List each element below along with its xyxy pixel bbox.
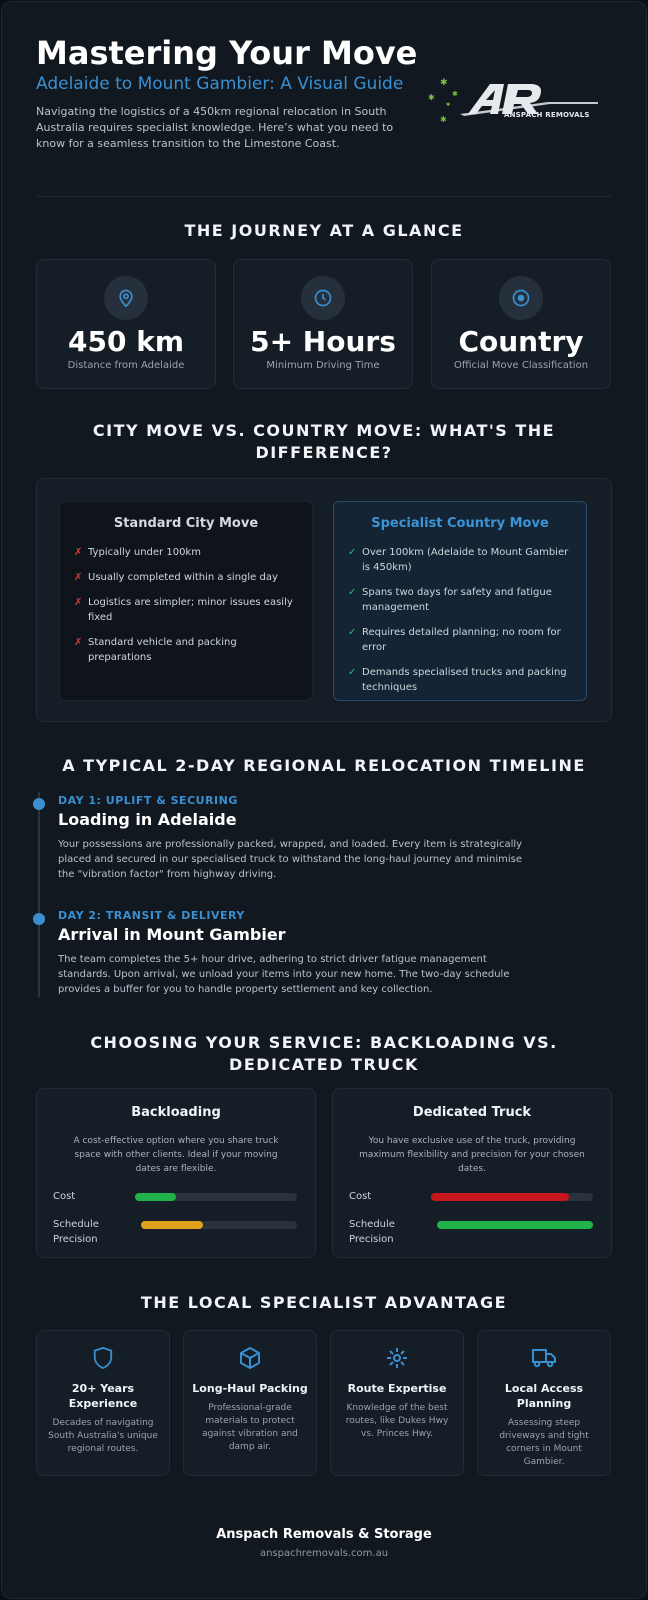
cost-label: Cost	[349, 1191, 372, 1202]
stat-card-distance	[36, 259, 216, 389]
box-icon	[192, 1343, 308, 1373]
timeline-day-2	[58, 909, 618, 997]
city-move-heading: Standard City Move	[113, 516, 259, 531]
cost-bar	[431, 1193, 593, 1201]
timeline-day-label: DAY 2: TRANSIT & DELIVERY	[58, 909, 245, 922]
footer-website-link[interactable]: anspachremovals.com.au	[259, 1548, 389, 1559]
timeline-day-1	[58, 794, 618, 882]
clock-icon	[301, 276, 345, 320]
service-heading: Dedicated Truck	[412, 1105, 532, 1120]
schedule-label: Schedule Precision	[53, 1219, 99, 1245]
timeline-day-label: DAY 1: UPLIFT & SECURING	[58, 794, 238, 807]
stat-label: Minimum Driving Time	[266, 360, 380, 371]
dedicated-truck-card	[332, 1088, 612, 1258]
svg-text:✱: ✱	[428, 93, 435, 102]
advantage-card-access	[477, 1330, 611, 1476]
stat-card-driving-time	[233, 259, 413, 389]
advantage-heading: 20+ Years Experience	[68, 1382, 138, 1410]
schedule-label: Schedule Precision	[349, 1219, 395, 1245]
timeline-dot	[33, 913, 45, 925]
intro-text: Navigating the logistics of a 450km regional relocation in South Australia requires specialist knowledge. Here’s what you need to know for a seamless transition to the Limestone Coast.	[36, 105, 394, 150]
check-icon: ✓	[348, 587, 357, 598]
list-item: ✗ Logistics are simpler; minor issues easily fixed	[74, 597, 293, 623]
timeline-dot	[33, 798, 45, 810]
city-move-card	[59, 501, 313, 701]
anspach-logo	[428, 76, 608, 130]
route-icon	[339, 1343, 455, 1373]
shield-icon	[45, 1343, 161, 1373]
footer	[36, 1527, 612, 1559]
schedule-row	[349, 1217, 597, 1247]
advantage-card-packing	[183, 1330, 317, 1476]
city-move-list	[74, 545, 298, 665]
list-item: ✗ Usually completed within a single day	[74, 572, 278, 583]
stat-label: Official Move Classification	[453, 360, 589, 371]
svg-text:✱: ✱	[440, 115, 447, 124]
logo-name: ANSPACH REMOVALS	[504, 111, 590, 119]
page-subtitle: Adelaide to Mount Gambier: A Visual Guide	[36, 74, 404, 94]
stat-label: Distance from Adelaide	[67, 360, 185, 371]
service-title: CHOOSING YOUR SERVICE: BACKLOADING VS. DEDICATED TRUCK	[90, 1033, 558, 1074]
advantage-text: Knowledge of the best routes, like Dukes Hwy vs. Princes Hwy.	[345, 1403, 449, 1439]
timeline-day-heading: Loading in Adelaide	[58, 810, 237, 829]
service-text: You have exclusive use of the truck, providing maximum flexibility and precision for your chosen dates.	[359, 1136, 585, 1174]
footer-company: Anspach Removals & Storage	[216, 1527, 432, 1542]
advantage-card-route	[330, 1330, 464, 1476]
advantage-title: THE LOCAL SPECIALIST ADVANTAGE	[140, 1293, 508, 1312]
advantage-text: Professional-grade materials to protect against vibration and damp air.	[202, 1403, 298, 1452]
timeline-title: A TYPICAL 2-DAY REGIONAL RELOCATION TIMELINE	[62, 756, 586, 775]
country-move-list	[348, 545, 572, 695]
glance-title: THE JOURNEY AT A GLANCE	[184, 221, 464, 240]
cost-row	[53, 1189, 301, 1204]
stat-value: Country	[458, 325, 584, 358]
cross-icon: ✗	[74, 572, 83, 583]
stat-card-classification	[431, 259, 611, 389]
check-icon: ✓	[348, 547, 357, 558]
schedule-bar	[437, 1221, 593, 1229]
country-move-heading: Specialist Country Move	[371, 516, 549, 531]
timeline-day-text: Your possessions are professionally packed, wrapped, and loaded. Every item is strategically placed and secured in our specialised truck to withstand the long-haul journey and minimise the "vibration factor" from highway driving.	[58, 839, 523, 880]
stat-value: 450 km	[68, 325, 184, 358]
comparison-title: CITY MOVE VS. COUNTRY MOVE: WHAT'S THE DIFFERENCE?	[92, 421, 556, 462]
cross-icon: ✗	[74, 547, 83, 558]
schedule-bar-fill	[437, 1221, 593, 1229]
timeline-day-heading: Arrival in Mount Gambier	[58, 925, 286, 944]
list-item: ✓ Spans two days for safety and fatigue management	[348, 587, 552, 613]
hero-divider	[36, 196, 612, 197]
svg-text:✱: ✱	[440, 78, 448, 88]
advantage-heading: Long-Haul Packing	[192, 1382, 308, 1395]
service-text: A cost-effective option where you share truck space with other clients. Ideal if your moving dates are flexible.	[73, 1136, 279, 1174]
cost-bar-fill	[431, 1193, 569, 1201]
schedule-bar-fill	[141, 1221, 203, 1229]
timeline-day-text: The team completes the 5+ hour drive, adhering to strict driver fatigue management standards. Upon arrival, we unload your items into your new home. The two-day schedule provides a buffer for you to handle property settlement and key collection.	[58, 954, 510, 995]
country-move-card	[333, 501, 587, 701]
map-pin-icon	[104, 276, 148, 320]
advantage-card-experience	[36, 1330, 170, 1476]
cost-row	[349, 1189, 597, 1204]
svg-text:✱: ✱	[452, 90, 458, 98]
schedule-bar	[141, 1221, 297, 1229]
cost-bar	[135, 1193, 297, 1201]
page-title: Mastering Your Move	[36, 34, 418, 72]
truck-icon	[486, 1343, 602, 1373]
cross-icon: ✗	[74, 637, 83, 648]
advantage-text: Decades of navigating South Australia's unique regional routes.	[48, 1418, 158, 1454]
svg-text:✱: ✱	[446, 102, 451, 108]
list-item: ✗ Standard vehicle and packing preparations	[74, 637, 237, 663]
comparison-panel	[36, 478, 612, 722]
stat-value: 5+ Hours	[250, 325, 396, 358]
list-item: ✓ Requires detailed planning; no room for error	[348, 627, 561, 653]
cost-bar-fill	[135, 1193, 176, 1201]
target-icon	[499, 276, 543, 320]
list-item: ✗ Typically under 100km	[74, 547, 201, 558]
advantage-text: Assessing steep driveways and tight corners in Mount Gambier.	[499, 1418, 589, 1467]
cross-icon: ✗	[74, 597, 83, 608]
cost-label: Cost	[53, 1191, 76, 1202]
check-icon: ✓	[348, 667, 357, 678]
advantage-heading: Local Access Planning	[504, 1382, 584, 1410]
check-icon: ✓	[348, 627, 357, 638]
service-heading: Backloading	[131, 1105, 221, 1120]
backloading-card	[36, 1088, 316, 1258]
schedule-row	[53, 1217, 301, 1247]
list-item: ✓ Over 100km (Adelaide to Mount Gambier is 450km)	[348, 547, 569, 573]
timeline-line	[38, 792, 40, 997]
advantage-heading: Route Expertise	[347, 1382, 447, 1395]
list-item: ✓ Demands specialised trucks and packing techniques	[348, 667, 567, 693]
